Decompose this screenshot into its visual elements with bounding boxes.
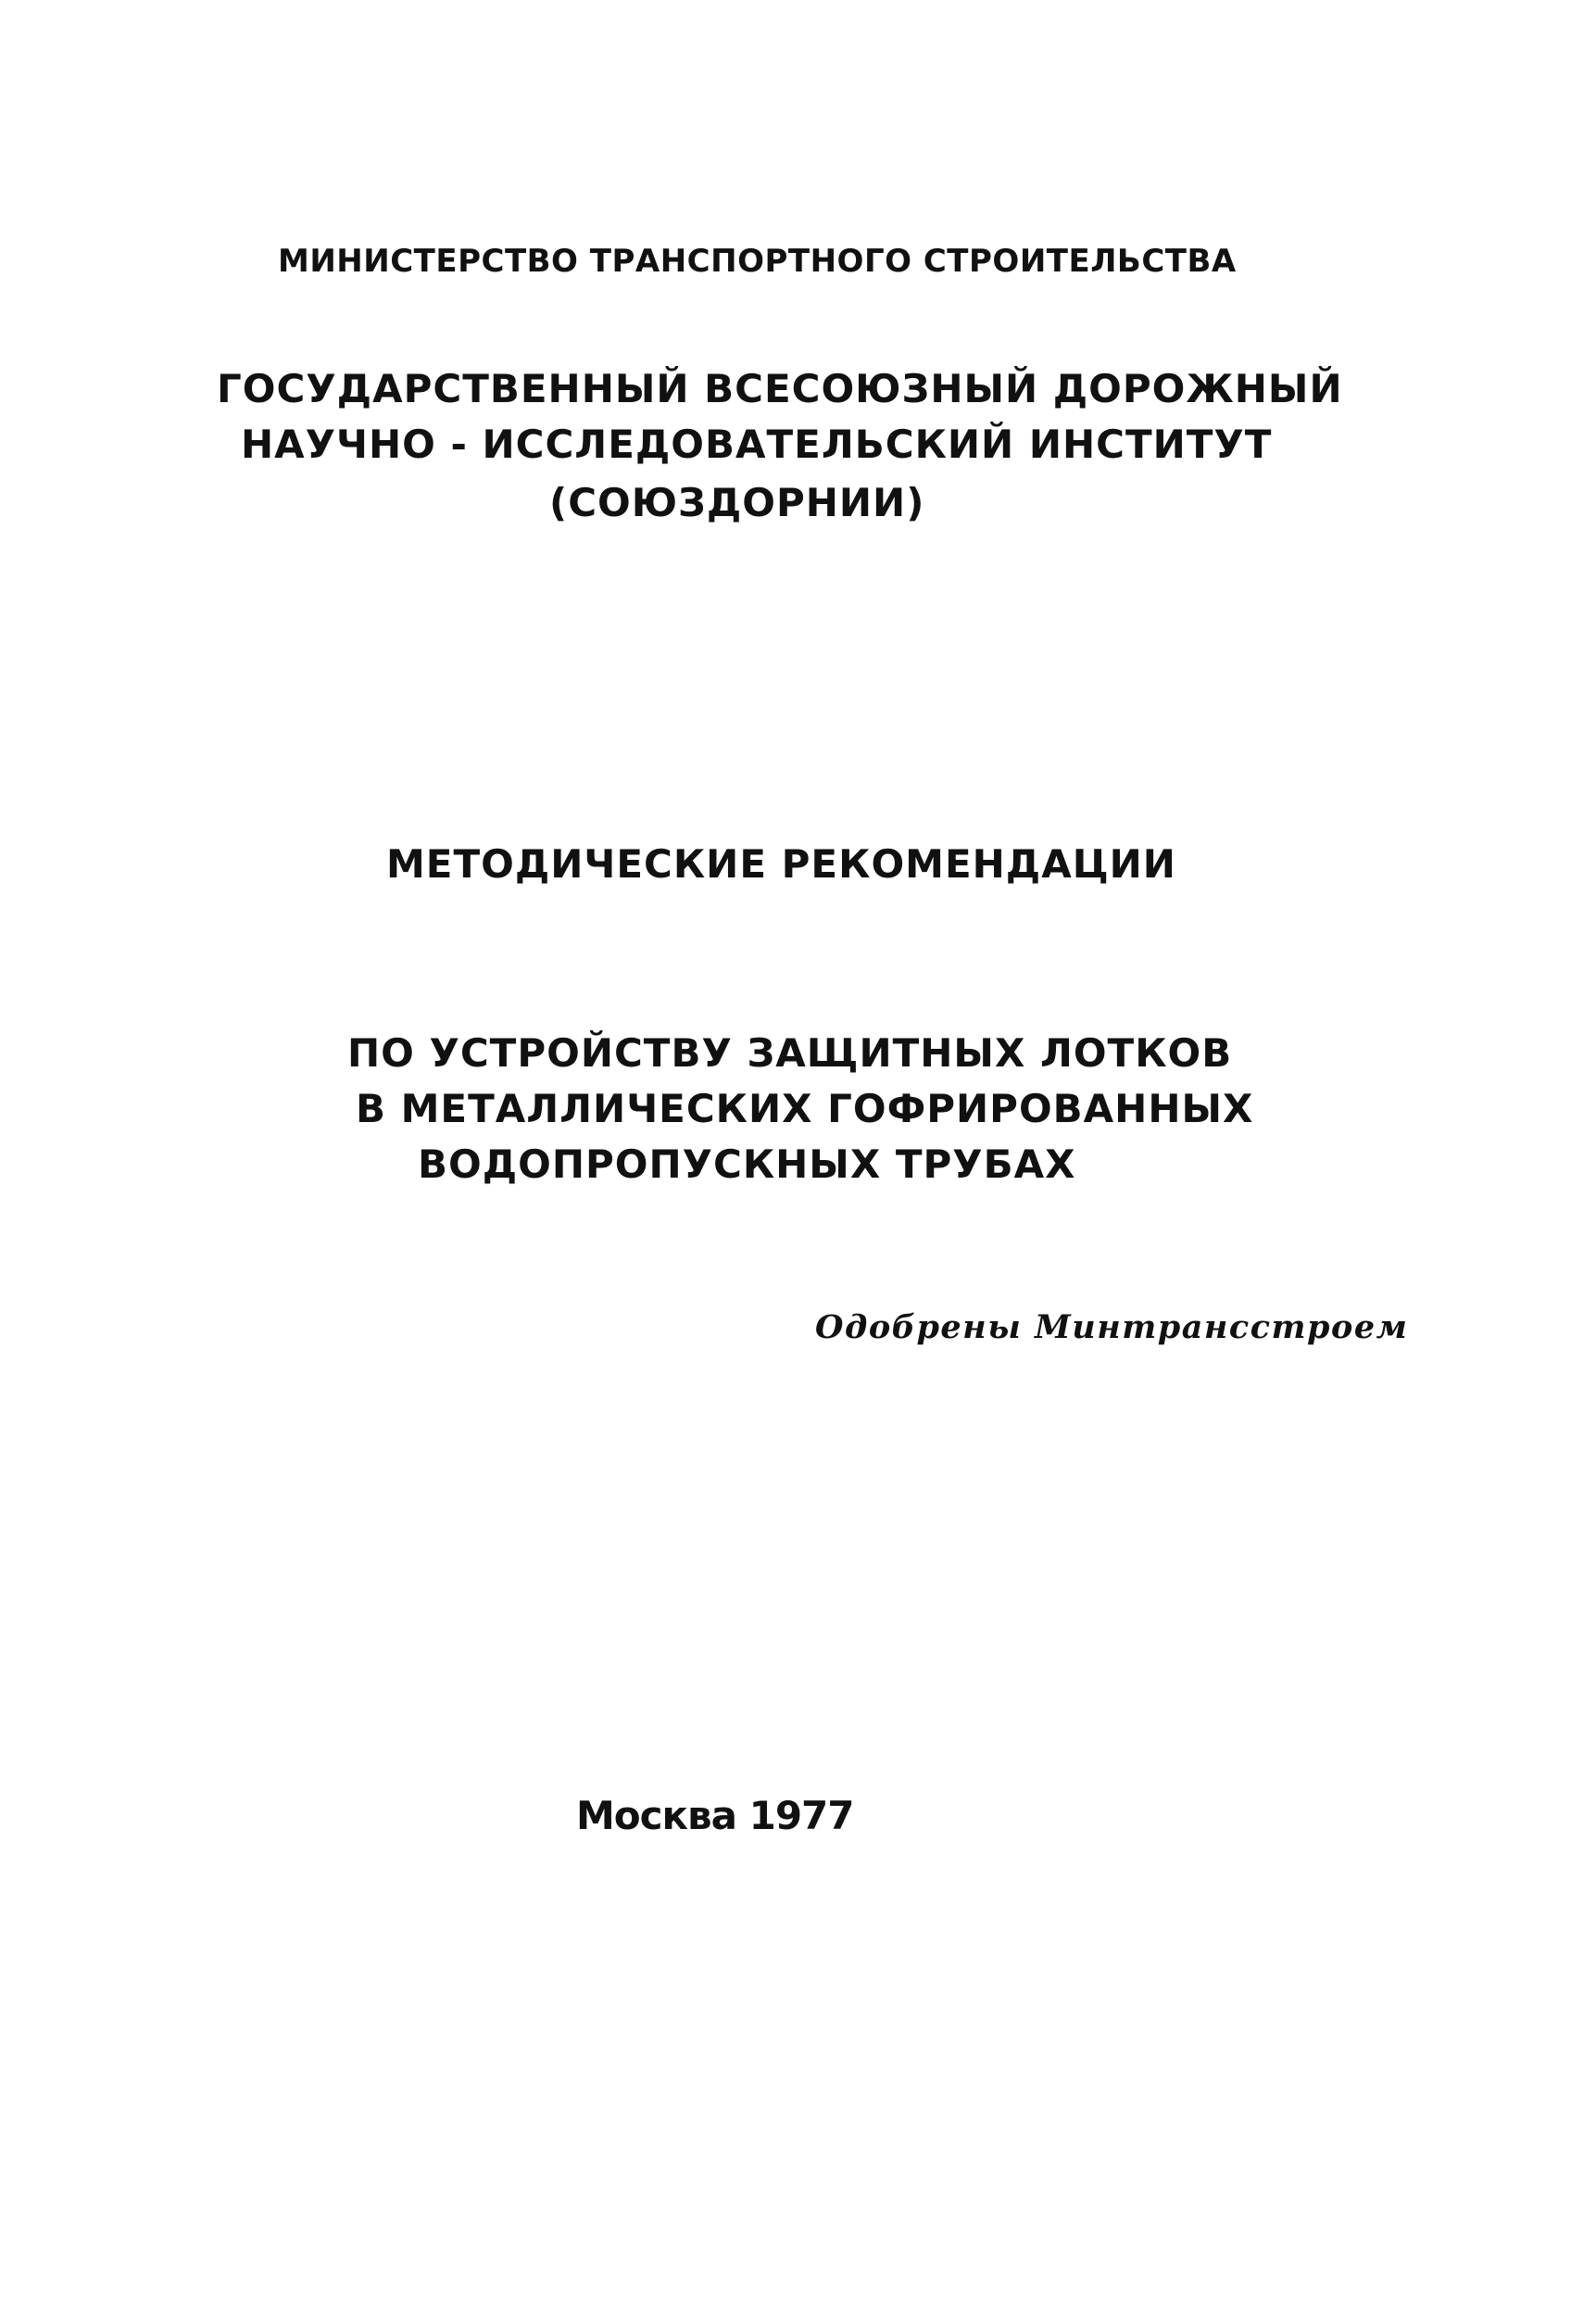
document-title-line-3: ВОДОПРОПУСКНЫХ ТРУБАХ [418, 1141, 1076, 1187]
institute-abbreviation: (СОЮЗДОРНИИ) [549, 480, 925, 525]
institute-name-line-1: ГОСУДАРСТВЕННЫЙ ВСЕСОЮЗНЫЙ ДОРОЖНЫЙ [217, 366, 1343, 411]
institute-name-line-2: НАУЧНО - ИССЛЕДОВАТЕЛЬСКИЙ ИНСТИТУТ [241, 422, 1273, 467]
document-title-line-2: В МЕТАЛЛИЧЕСКИХ ГОФРИРОВАННЫХ [356, 1086, 1254, 1131]
document-type: МЕТОДИЧЕСКИЕ РЕКОМЕНДАЦИИ [386, 841, 1176, 887]
ministry-name: МИНИСТЕРСТВО ТРАНСПОРТНОГО СТРОИТЕЛЬСТВА [278, 243, 1237, 280]
document-title-line-1: ПО УСТРОЙСТВУ ЗАЩИТНЫХ ЛОТКОВ [347, 1030, 1233, 1076]
approval-note: Одобрены Минтрансстроем [815, 1308, 1409, 1346]
city-and-year: Москва 1977 [576, 1793, 854, 1838]
